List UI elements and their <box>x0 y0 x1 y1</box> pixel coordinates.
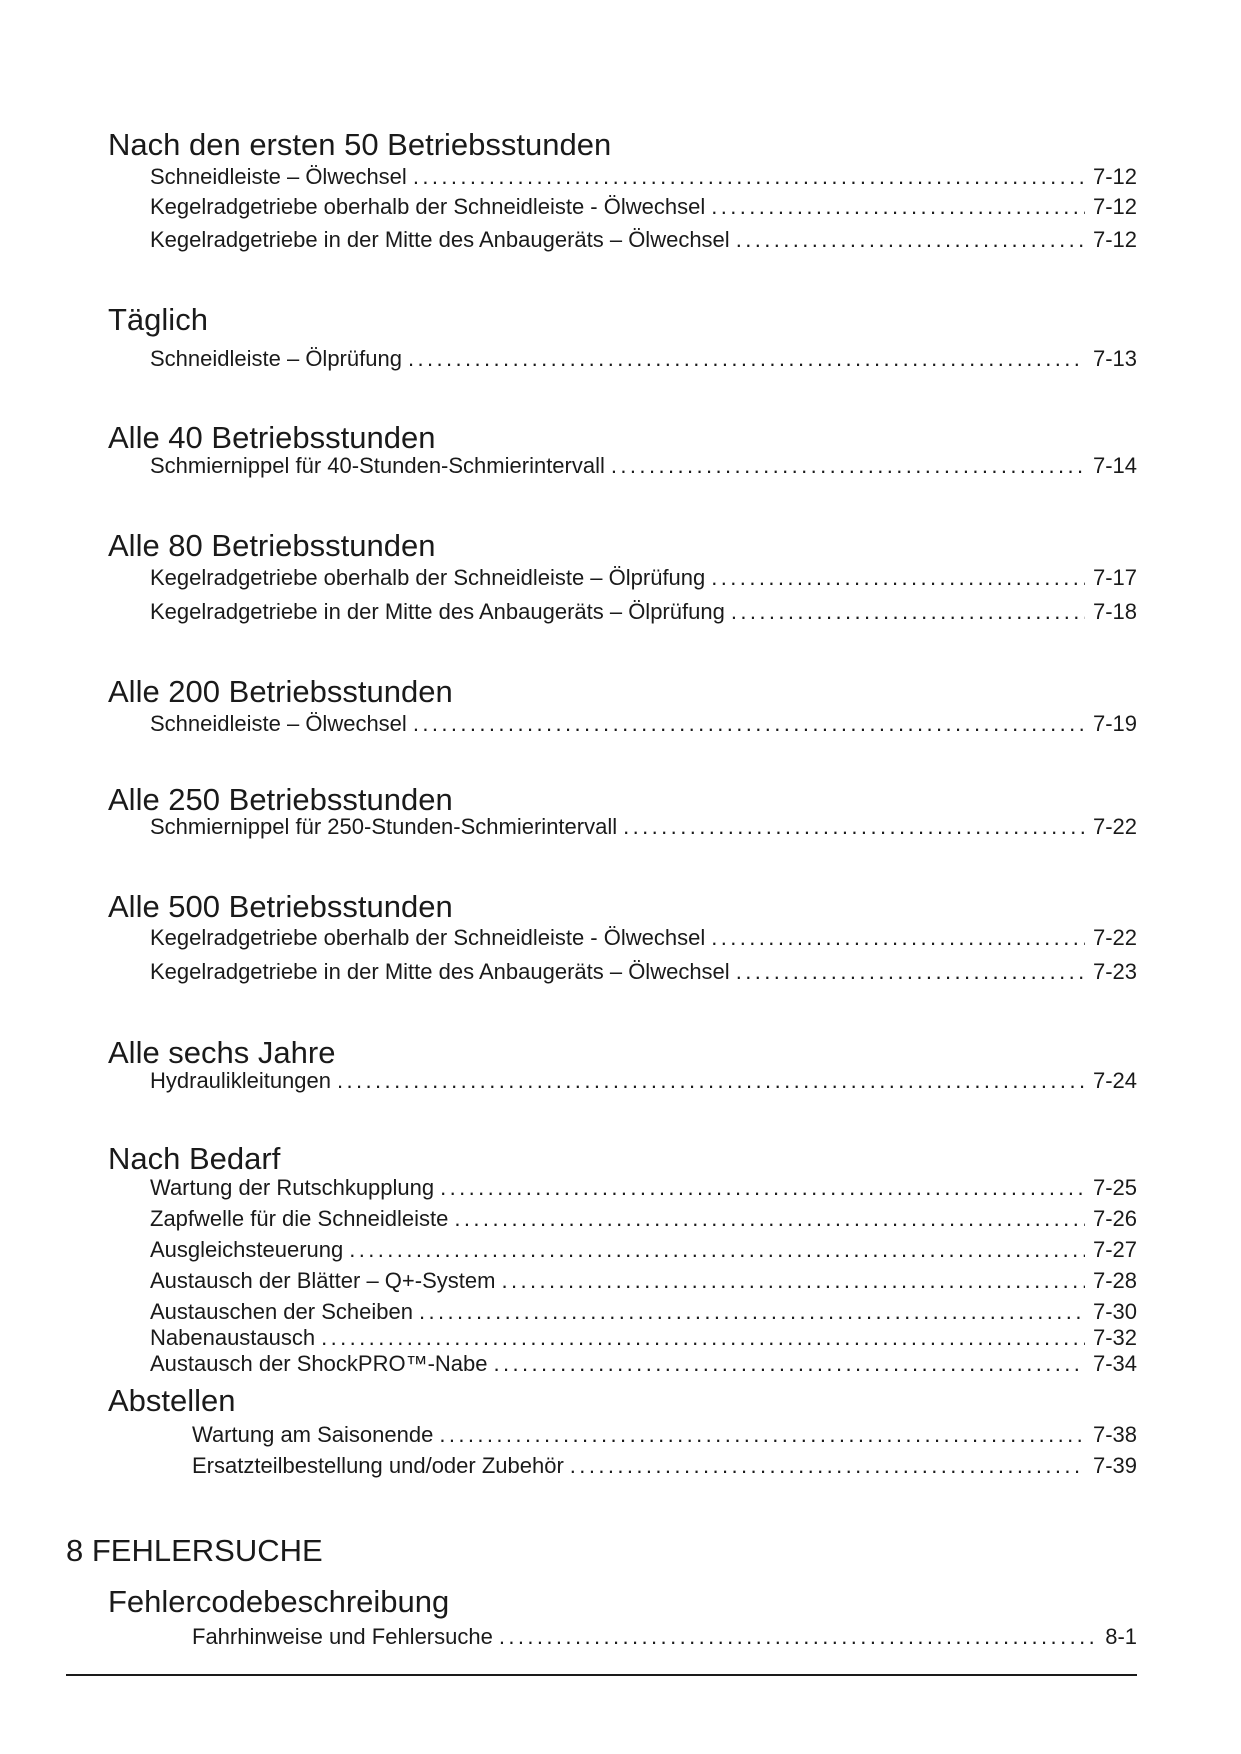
dot-leader <box>349 1236 1085 1264</box>
section-title: Alle 80 Betriebsstunden <box>108 528 436 563</box>
toc-entry[interactable] <box>150 226 1137 254</box>
toc-entry-label: Wartung der Rutschkupplung <box>150 1175 435 1200</box>
section-title: Abstellen <box>108 1383 236 1418</box>
toc-entry[interactable] <box>150 710 1137 738</box>
toc-entry-page: 7-12 <box>1092 164 1137 189</box>
toc-entry-page: 7-12 <box>1092 194 1137 219</box>
toc-entry-label: Schmiernippel für 40-Stunden-Schmierintervall <box>150 453 605 478</box>
toc-entry-page: 7-28 <box>1092 1268 1137 1293</box>
toc-entry[interactable] <box>150 598 1137 626</box>
dot-leader <box>736 958 1085 986</box>
toc-entry[interactable] <box>150 1350 1137 1378</box>
toc-entry-label: Kegelradgetriebe in der Mitte des Anbaugeräts – Ölwechsel <box>150 959 730 984</box>
toc-entry-label: Austausch der ShockPRO™-Nabe <box>150 1351 488 1376</box>
toc-entry-label: Austausch der Blätter – Q+-System <box>150 1268 496 1293</box>
toc-entry-page: 7-32 <box>1092 1325 1137 1350</box>
dot-leader <box>711 564 1085 592</box>
toc-entry-page: 7-12 <box>1092 227 1137 252</box>
dot-leader <box>494 1350 1085 1378</box>
dot-leader <box>419 1298 1085 1326</box>
toc-entry-page: 7-19 <box>1092 711 1137 736</box>
toc-entry-page: 7-22 <box>1092 925 1137 950</box>
toc-entry[interactable] <box>150 1236 1137 1264</box>
dot-leader <box>413 163 1085 191</box>
section-title: Alle 250 Betriebsstunden <box>108 782 453 817</box>
toc-entry-page: 7-14 <box>1092 453 1137 478</box>
section-title: Täglich <box>108 302 208 337</box>
toc-entry[interactable] <box>150 813 1137 841</box>
toc-entry[interactable] <box>150 452 1137 480</box>
toc-entry-page: 7-23 <box>1092 959 1137 984</box>
section-title: Fehlercodebeschreibung <box>108 1584 450 1619</box>
toc-entry[interactable] <box>150 345 1137 373</box>
toc-entry-page: 7-38 <box>1092 1422 1137 1447</box>
section-title: Alle 200 Betriebsstunden <box>108 674 453 709</box>
toc-entry-label: Schmiernippel für 250-Stunden-Schmierintervall <box>150 814 618 839</box>
toc-entry[interactable] <box>150 958 1137 986</box>
toc-entry-page: 7-34 <box>1092 1351 1137 1376</box>
toc-entry-page: 7-18 <box>1092 599 1137 624</box>
dot-leader <box>499 1623 1097 1651</box>
toc-entry-label: Kegelradgetriebe in der Mitte des Anbaugeräts – Ölprüfung <box>150 599 725 624</box>
dot-leader <box>731 598 1085 626</box>
toc-entry-label: Kegelradgetriebe oberhalb der Schneidleiste – Ölprüfung <box>150 565 706 590</box>
toc-entry-page: 7-39 <box>1092 1453 1137 1478</box>
toc-entry-label: Hydraulikleitungen <box>150 1068 331 1093</box>
dot-leader <box>408 345 1085 373</box>
toc-entry-page: 8-1 <box>1105 1624 1137 1649</box>
toc-entry-page: 7-27 <box>1092 1237 1137 1262</box>
toc-entry-label: Kegelradgetriebe oberhalb der Schneidleiste - Ölwechsel <box>150 194 706 219</box>
toc-entry-label: Schneidleiste – Ölprüfung <box>150 346 402 371</box>
dot-leader <box>439 1421 1085 1449</box>
toc-entry-page: 7-25 <box>1092 1175 1137 1200</box>
toc-entry[interactable] <box>150 163 1137 191</box>
toc-entry-page: 7-26 <box>1092 1206 1137 1231</box>
toc-entry-label: Wartung am Saisonende <box>192 1422 434 1447</box>
toc-entry-label: Ersatzteilbestellung und/oder Zubehör <box>192 1453 564 1478</box>
dot-leader <box>623 813 1085 841</box>
toc-entry[interactable] <box>150 1067 1137 1095</box>
toc-entry[interactable] <box>192 1421 1137 1449</box>
toc-entry[interactable] <box>150 1205 1137 1233</box>
toc-entry[interactable] <box>150 1298 1137 1326</box>
section-title: Nach den ersten 50 Betriebsstunden <box>108 127 612 162</box>
dot-leader <box>570 1452 1085 1480</box>
section-title: Alle 500 Betriebsstunden <box>108 889 453 924</box>
dot-leader <box>321 1324 1085 1352</box>
toc-entry[interactable] <box>150 1267 1137 1295</box>
toc-entry[interactable] <box>150 1324 1137 1352</box>
toc-entry-label: Zapfwelle für die Schneidleiste <box>150 1206 449 1231</box>
toc-entry[interactable] <box>150 564 1137 592</box>
toc-entry[interactable] <box>150 193 1137 221</box>
toc-entry-label: Ausgleichsteuerung <box>150 1237 344 1262</box>
toc-entry-page: 7-13 <box>1092 346 1137 371</box>
section-title: Alle sechs Jahre <box>108 1035 336 1070</box>
toc-entry-label: Schneidleiste – Ölwechsel <box>150 164 407 189</box>
toc-entry-page: 7-24 <box>1092 1068 1137 1093</box>
dot-leader <box>736 226 1085 254</box>
toc-entry-label: Nabenaustausch <box>150 1325 316 1350</box>
toc-entry-label: Kegelradgetriebe oberhalb der Schneidleiste - Ölwechsel <box>150 925 706 950</box>
bottom-rule <box>66 1674 1137 1676</box>
toc-entry[interactable] <box>150 1174 1137 1202</box>
dot-leader <box>501 1267 1085 1295</box>
dot-leader <box>413 710 1085 738</box>
toc-entry-label: Kegelradgetriebe in der Mitte des Anbaugeräts – Ölwechsel <box>150 227 730 252</box>
toc-entry[interactable] <box>150 924 1137 952</box>
dot-leader <box>440 1174 1085 1202</box>
toc-entry-page: 7-30 <box>1092 1299 1137 1324</box>
dot-leader <box>337 1067 1085 1095</box>
section-title: Nach Bedarf <box>108 1141 281 1176</box>
toc-entry-label: Fahrhinweise und Fehlersuche <box>192 1624 493 1649</box>
toc-entry-page: 7-22 <box>1092 814 1137 839</box>
chapter-title: 8 FEHLERSUCHE <box>66 1533 323 1568</box>
dot-leader <box>454 1205 1085 1233</box>
dot-leader <box>711 193 1085 221</box>
dot-leader <box>611 452 1085 480</box>
section-title: Alle 40 Betriebsstunden <box>108 420 436 455</box>
toc-entry-page: 7-17 <box>1092 565 1137 590</box>
dot-leader <box>711 924 1085 952</box>
toc-entry-label: Schneidleiste – Ölwechsel <box>150 711 407 736</box>
toc-entry-label: Austauschen der Scheiben <box>150 1299 413 1324</box>
toc-entry[interactable] <box>192 1623 1137 1651</box>
toc-entry[interactable] <box>192 1452 1137 1480</box>
